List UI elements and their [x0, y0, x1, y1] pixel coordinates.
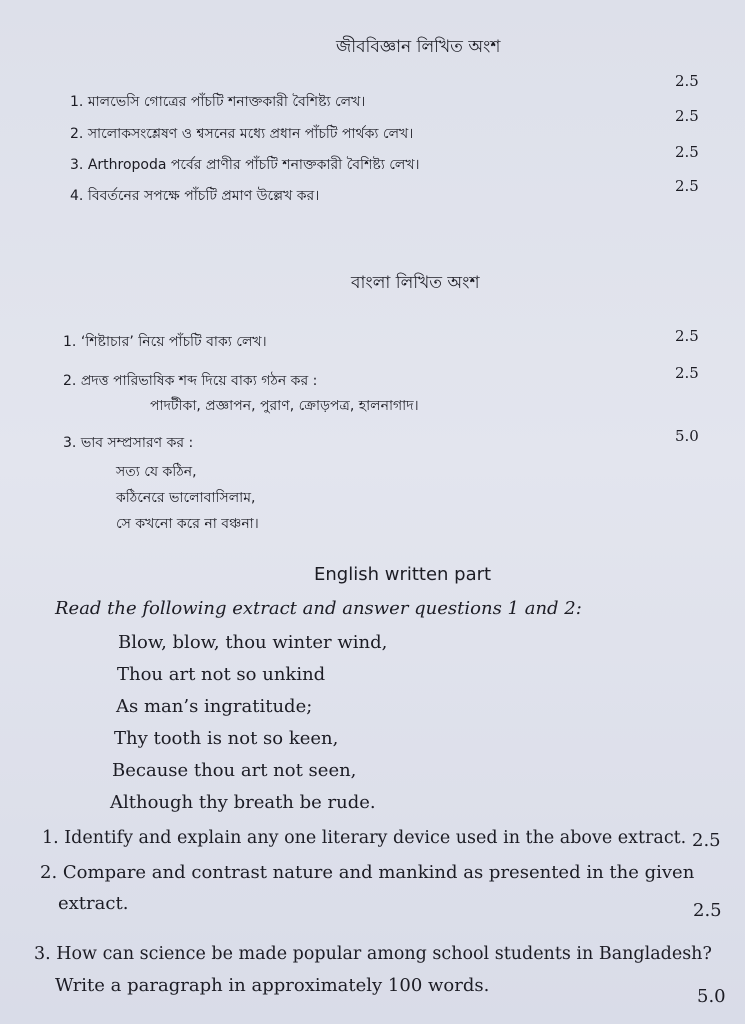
bn-q3-line-1: সত্য যে কঠিন, — [116, 464, 197, 480]
bn-q3-num: 3. — [63, 435, 77, 451]
english-heading: English written part — [314, 564, 492, 585]
eng-q3-marks: 5.0 — [697, 986, 726, 1007]
biology-heading: জীববিজ্ঞান লিখিত অংশ — [336, 37, 501, 57]
bio-q4 — [70, 184, 319, 208]
bio-q2 — [70, 122, 413, 146]
bn-q2 — [63, 369, 317, 393]
bn-q3 — [63, 431, 193, 455]
poem-line-5: Because thou art not seen, — [112, 760, 357, 781]
bio-q2-num: 2. — [70, 126, 84, 142]
poem-line-3: As man’s ingratitude; — [116, 696, 313, 717]
bio-q3-text: Arthropoda পর্বের প্রাণীর পাঁচটি শনাক্তকারী বৈশিষ্ট্য লেখ। — [87, 157, 420, 173]
bio-q4-text: বিবর্তনের সপক্ষে পাঁচটি প্রমাণ উল্লেখ কর। — [87, 188, 320, 204]
bio-q4-num: 4. — [70, 188, 84, 204]
bio-q3-num: 3. — [70, 157, 84, 173]
bn-q3-marks: 5.0 — [675, 427, 699, 445]
eng-q1-marks: 2.5 — [692, 830, 721, 851]
bn-q2-text: প্রদত্ত পারিভাষিক শব্দ দিয়ে বাক্য গঠন কর : — [80, 373, 318, 389]
bio-q2-text: সালোকসংশ্লেষণ ও শ্বসনের মধ্যে প্রধান পাঁচটি পার্থক্য লেখ। — [87, 126, 414, 142]
poem-line-4: Thy tooth is not so keen, — [114, 728, 339, 749]
bn-q1 — [63, 330, 267, 354]
eng-q2-marks: 2.5 — [693, 900, 722, 921]
bio-q1-marks: 2.5 — [675, 72, 699, 90]
bio-q3 — [70, 153, 420, 177]
bn-q3-text: ভাব সম্প্রসারণ কর : — [80, 435, 194, 451]
bn-q2-marks: 2.5 — [675, 364, 699, 382]
bn-q1-num: 1. — [63, 334, 77, 350]
eng-q1-text: 1. Identify and explain any one literary device used in the above extract. — [42, 828, 687, 848]
poem-line-2: Thou art not so unkind — [117, 664, 326, 685]
poem-line-1: Blow, blow, thou winter wind, — [118, 632, 388, 653]
bio-q2-marks: 2.5 — [675, 107, 699, 125]
poem-line-6: Although thy breath be rude. — [110, 792, 376, 813]
bn-q1-marks: 2.5 — [675, 327, 699, 345]
eng-q3-line-2: Write a paragraph in approximately 100 words. — [55, 975, 490, 996]
bangla-heading: বাংলা লিখিত অংশ — [351, 273, 480, 293]
eng-q2-line-1: 2. Compare and contrast nature and mankind as presented in the given — [40, 862, 695, 883]
bio-q4-marks: 2.5 — [675, 177, 699, 195]
bio-q1-num: 1. — [70, 94, 84, 110]
eng-q2-line-2: extract. — [58, 893, 129, 914]
eng-q3-line-1: 3. How can science be made popular among school students in Bangladesh? — [34, 944, 712, 964]
bio-q1 — [70, 90, 365, 114]
bn-q3-line-2: কঠিনেরে ভালোবাসিলাম, — [116, 490, 256, 506]
bn-q3-line-3: সে কখনো করে না বঞ্চনা। — [116, 516, 259, 532]
bio-q3-marks: 2.5 — [675, 143, 699, 161]
bn-q2-num: 2. — [63, 373, 77, 389]
english-instruction: Read the following extract and answer questions 1 and 2: — [55, 598, 582, 619]
bio-q1-text: মালভেসি গোত্রের পাঁচটি শনাক্তকারী বৈশিষ্ট্য লেখ। — [87, 94, 366, 110]
bn-q2-words: পাদটীকা, প্রজ্ঞাপন, পুরাণ, ক্রোড়পত্র, হালনাগাদ। — [150, 398, 419, 414]
bn-q1-text: ‘শিষ্টাচার’ নিয়ে পাঁচটি বাক্য লেখ। — [80, 334, 267, 350]
